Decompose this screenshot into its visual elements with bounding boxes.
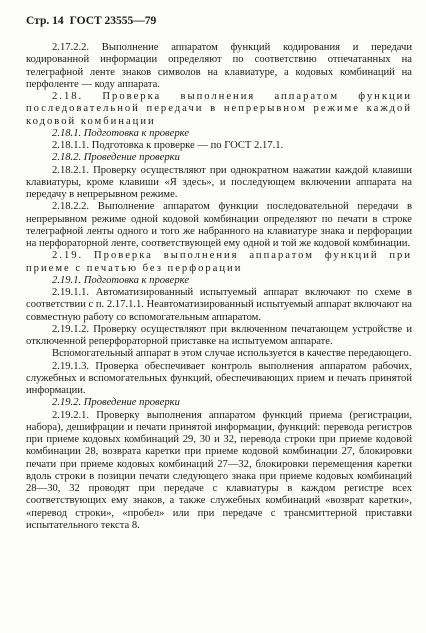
subsection-heading-2-19-1: 2.19.1. Подготовка к проверке — [52, 274, 190, 286]
paragraph-2-19-2-1: 2.19.2.1. Проверку выполнения аппаратом функций приема (регистрации, набора), дешифрации и печати принятой информации, функций: перевода регистров при приеме кодовых комбинаций 29, 30 и 32, перевода строки при приеме кодовой комбинации 28, возврата каретки при приеме кодовой комбинации 27, блокировки печати при приеме кодовых комбинаций 27—32, блокировки перемещения каретки вдоль строки в позиции печати следующего знака при приеме кодовых комбинаций 28—30, 32 проводят при передаче с клавиатуры в каждом регистре всех соответствующих ему знаков, а также служебных комбинаций «возврат каретки», «перевод строки», «пробел» или при передаче с трансмиттерной приставки испытательного текста 8. — [26, 409, 412, 531]
paragraph-2-17-2-2: 2.17.2.2. Выполнение аппаратом функций кодирования и передачи кодированной информации определяют по соответствию отпечатанных на телеграфной ленте знаков символов на клавиатуре, а кодовых комбинаций на перфоленте — коду аппарата. — [26, 42, 412, 90]
section-heading-2-18: 2.18. Проверка выполнения аппаратом функции последовательной передачи в непрерывном режиме каждой кодовой комбинации — [26, 91, 412, 127]
document-body — [26, 42, 412, 532]
standard-code: ГОСТ 23555—79 — [69, 15, 157, 27]
subsection-heading-2-18-1: 2.18.1. Подготовка к проверке — [52, 127, 190, 139]
paragraph-2-19-1-3: 2.19.1.3. Проверка обеспечивает контроль выполнения аппаратом рабочих, служебных и вспомогательных функций, обеспечивающих прием и печать принятой информации. — [26, 360, 412, 396]
subsection-heading-2-18-2: 2.18.2. Проведение проверки — [52, 152, 180, 164]
paragraph-2-18-2-1: 2.18.2.1. Проверку осуществляют при однократном нажатии каждой клавиши клавиатуры, кроме клавиши «Я здесь», и последующем включении аппарата на передачу в непрерывном режиме. — [26, 164, 412, 200]
page-header — [26, 14, 156, 28]
paragraph-auxiliary-device: Вспомогательный аппарат в этом случае используется в качестве передающего. — [52, 348, 412, 360]
paragraph-2-19-1-2: 2.19.1.2. Проверку осуществляют при включенном печатающем устройстве и отключенной реперфораторной приставке на испытуемом аппарате. — [26, 323, 412, 347]
subsection-heading-2-19-2: 2.19.2. Проведение проверки — [52, 397, 180, 409]
page-number: Стр. 14 — [26, 15, 64, 27]
section-heading-2-19: 2.19. Проверка выполнения аппаратом функций при приеме с печатью без перфорации — [26, 250, 412, 274]
paragraph-2-18-1-1: 2.18.1.1. Подготовка к проверке — по ГОСТ 2.17.1. — [52, 140, 284, 151]
paragraph-2-19-1-1: 2.19.1.1. Автоматизированный испытуемый аппарат включают по схеме в соответствии с п. 2.17.1.1. Неавтоматизированный испытуемый аппарат включают на совместную работу со вспомогательным аппаратом. — [26, 287, 412, 323]
paragraph-2-18-2-2: 2.18.2.2. Выполнение аппаратом функции последовательной передачи в непрерывном режиме одной кодовой комбинации определяют по печати в строке телеграфной ленты одного и того же набранного на клавиатуре знака и перфорации на перфораторной ленте, соответствующей ему одной и той же кодовой комбинации. — [26, 201, 412, 249]
